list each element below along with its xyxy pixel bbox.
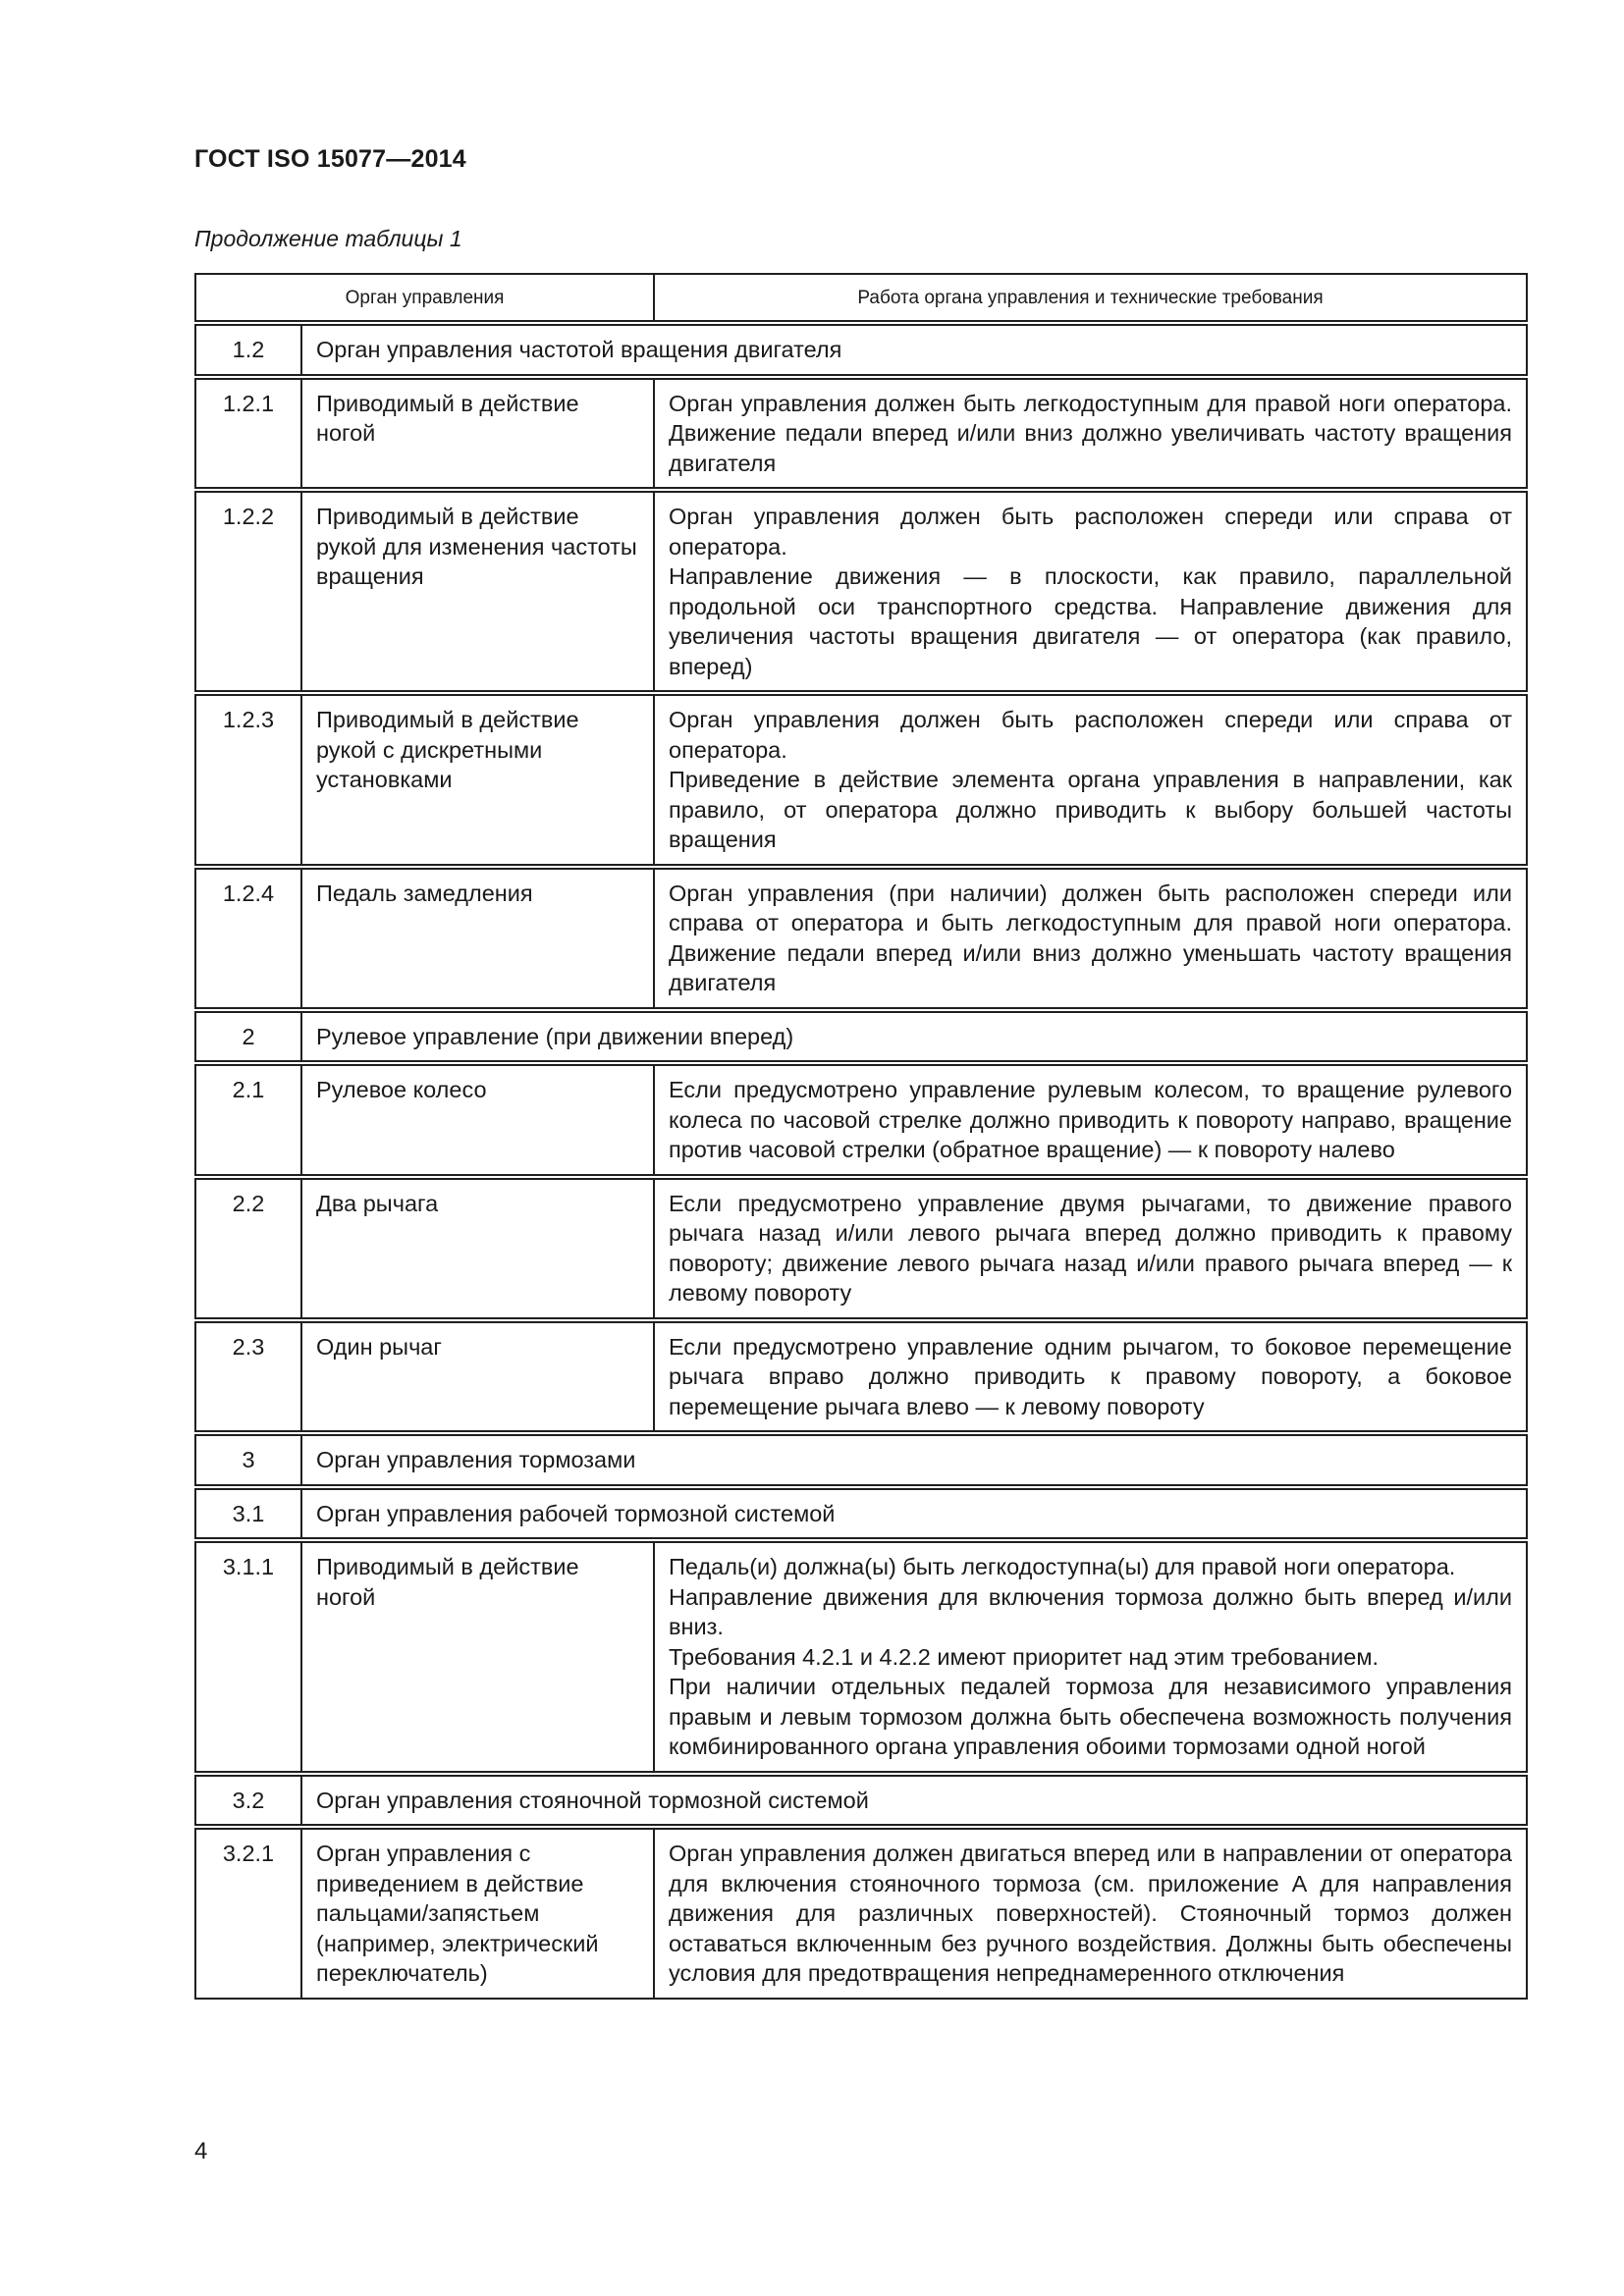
table-row bbox=[195, 323, 1527, 377]
control-name: Приводимый в действие ногой bbox=[301, 1540, 654, 1774]
table-row bbox=[195, 1177, 1527, 1320]
table-row bbox=[195, 490, 1527, 693]
requirement-paragraph: Орган управления должен быть расположен спереди или справа от оператора. bbox=[669, 707, 1513, 763]
requirement-paragraph: При наличии отдельных педалей тормоза для независимого управления правым и левым тормозом должна быть обеспечена возможность получения комбинированного органа управления обоими тормозами одной ногой bbox=[669, 1674, 1513, 1759]
row-number: 2.2 bbox=[195, 1177, 301, 1320]
row-number: 3.2.1 bbox=[195, 1827, 301, 1999]
table-row bbox=[195, 377, 1527, 491]
control-name: Орган управления частотой вращения двигателя bbox=[301, 323, 1527, 377]
control-name: Орган управления рабочей тормозной системой bbox=[301, 1487, 1527, 1541]
requirement-paragraph: Орган управления должен быть легкодоступным для правой ноги оператора. Движение педали вперед и/или вниз должно увеличивать частоту вращения двигателя bbox=[669, 390, 1513, 476]
requirement-paragraph: Если предусмотрено управление одним рычагом, то боковое перемещение рычага вправо должно приводить к правому повороту, а боковое перемещение рычага влево — к левому повороту bbox=[669, 1333, 1513, 1419]
table-row bbox=[195, 1487, 1527, 1541]
row-number: 1.2.3 bbox=[195, 693, 301, 867]
table-caption: Продолжение таблицы 1 bbox=[194, 226, 462, 251]
table-row bbox=[195, 1320, 1527, 1434]
requirements-cell bbox=[654, 1320, 1527, 1434]
requirement-paragraph: Орган управления должен двигаться вперед или в направлении от оператора для включения стояночного тормоза (см. приложение А для направления движения для различных поверхностей). Стояночный тормоз должен оставаться включенным без ручного воздействия. Должны быть обеспечены условия для предотвращения непреднамеренного отключения bbox=[669, 1841, 1513, 1986]
requirements-cell bbox=[654, 1827, 1527, 1999]
table-row bbox=[195, 1827, 1527, 1999]
row-number: 1.2.2 bbox=[195, 490, 301, 693]
requirements-table bbox=[194, 273, 1528, 2000]
control-name: Приводимый в действие рукой для изменения частоты вращения bbox=[301, 490, 654, 693]
table-row bbox=[195, 1774, 1527, 1828]
table-row bbox=[195, 693, 1527, 867]
control-name: Педаль замедления bbox=[301, 867, 654, 1010]
table-row bbox=[195, 1010, 1527, 1064]
requirements-cell bbox=[654, 693, 1527, 867]
requirement-paragraph: Если предусмотрено управление рулевым колесом, то вращение рулевого колеса по часовой стрелке должно приводить к повороту направо, вращение против часовой стрелки (обратное вращение) — к повороту налево bbox=[669, 1077, 1513, 1162]
requirements-cell bbox=[654, 490, 1527, 693]
requirements-cell bbox=[654, 1177, 1527, 1320]
requirements-cell bbox=[654, 1540, 1527, 1774]
control-name: Рулевое колесо bbox=[301, 1063, 654, 1177]
control-name: Орган управления тормозами bbox=[301, 1433, 1527, 1487]
control-name: Орган управления стояночной тормозной системой bbox=[301, 1774, 1527, 1828]
table-row bbox=[195, 1540, 1527, 1774]
document-id: ГОСТ ISO 15077—2014 bbox=[194, 145, 466, 173]
row-number: 2.1 bbox=[195, 1063, 301, 1177]
requirement-paragraph: Орган управления (при наличии) должен быть расположен спереди или справа от оператора и быть легкодоступным для правой ноги оператора. Движение педали вперед и/или вниз должно уменьшать частоту вращения двигателя bbox=[669, 880, 1513, 995]
control-name: Два рычага bbox=[301, 1177, 654, 1320]
requirement-paragraph: Направление движения — в плоскости, как правило, параллельной продольной оси транспортного средства. Направление движения для увеличения частоты вращения двигателя — от оператора (как правило, вперед) bbox=[669, 563, 1513, 679]
requirements-cell bbox=[654, 1063, 1527, 1177]
table-row bbox=[195, 1063, 1527, 1177]
requirements-cell bbox=[654, 377, 1527, 491]
control-name: Рулевое управление (при движении вперед) bbox=[301, 1010, 1527, 1064]
row-number: 3.1 bbox=[195, 1487, 301, 1541]
control-name: Один рычаг bbox=[301, 1320, 654, 1434]
column-header-requirements: Работа органа управления и технические требования bbox=[654, 274, 1527, 323]
row-number: 2.3 bbox=[195, 1320, 301, 1434]
table-row bbox=[195, 867, 1527, 1010]
requirement-paragraph: Приведение в действие элемента органа управления в направлении, как правило, от оператора должно приводить к выбору большей частоты вращения bbox=[669, 767, 1513, 852]
table-header-row bbox=[195, 274, 1527, 323]
control-name: Приводимый в действие ногой bbox=[301, 377, 654, 491]
requirement-paragraph: Орган управления должен быть расположен спереди или справа от оператора. bbox=[669, 504, 1513, 560]
column-header-control: Орган управления bbox=[195, 274, 654, 323]
requirement-paragraph: Направление движения для включения тормоза должно быть вперед и/или вниз. bbox=[669, 1583, 1513, 1639]
row-number: 1.2 bbox=[195, 323, 301, 377]
requirement-paragraph: Педаль(и) должна(ы) быть легкодоступна(ы) для правой ноги оператора. bbox=[669, 1554, 1456, 1579]
row-number: 1.2.4 bbox=[195, 867, 301, 1010]
requirement-paragraph: Если предусмотрено управление двумя рычагами, то движение правого рычага назад и/или левого рычага вперед должно приводить к правому повороту; движение левого рычага назад и/или правого рычага вперед — к левому повороту bbox=[669, 1190, 1513, 1306]
control-name: Орган управления с приведением в действие пальцами/запястьем (например, электрический переключатель) bbox=[301, 1827, 654, 1999]
requirement-paragraph: Требования 4.2.1 и 4.2.2 имеют приоритет над этим требованием. bbox=[669, 1643, 1380, 1670]
row-number: 3.2 bbox=[195, 1774, 301, 1828]
table-row bbox=[195, 1433, 1527, 1487]
requirements-cell bbox=[654, 867, 1527, 1010]
row-number: 2 bbox=[195, 1010, 301, 1064]
control-name: Приводимый в действие рукой с дискретными установками bbox=[301, 693, 654, 867]
row-number: 3 bbox=[195, 1433, 301, 1487]
row-number: 1.2.1 bbox=[195, 377, 301, 491]
page-number: 4 bbox=[194, 2138, 208, 2164]
row-number: 3.1.1 bbox=[195, 1540, 301, 1774]
